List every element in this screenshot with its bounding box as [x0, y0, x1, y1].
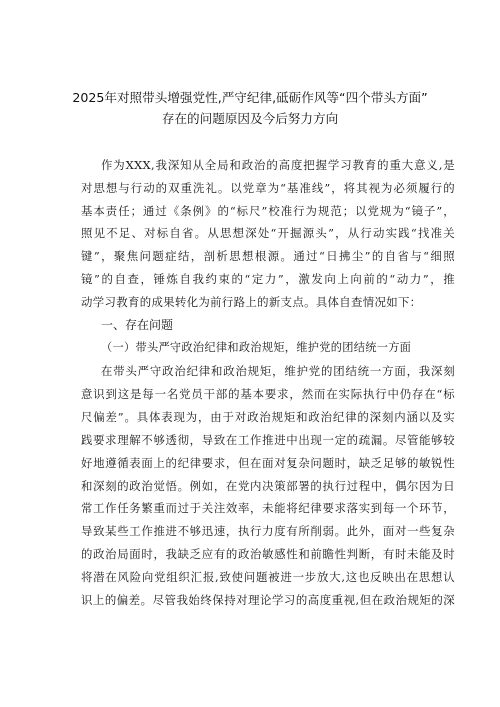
paragraph-line-3: 尺偏差”。具体表现为，由于对政治规矩和政治纪律的深刻内涵以及实	[81, 410, 455, 424]
intro-line-1: 作为XXX,我深知从全局和政治的高度把握学习教育的重大意义,是	[101, 158, 455, 172]
paragraph-line-10: 将潜在风险向党组织汇报,致使问题被进一步放大,这也反映出在思想认	[81, 570, 455, 584]
paragraph-line-5: 好地遵循表面上的纪律要求，但在面对复杂问题时，缺乏足够的敏锐性	[81, 456, 455, 470]
paragraph-line-9: 的政治局面时，我缺乏应有的政治敏感性和前瞻性判断，有时未能及时	[81, 547, 455, 561]
intro-line-3: 基本责任；通过《条例》的“标尺”校准行为规范；以党规为“镜子”，	[81, 204, 455, 218]
paragraph-line-8: 导致某些工作推进不够迅速，执行力度有所削弱。此外，面对一些复杂	[81, 524, 455, 538]
section-heading: 一、存在问题	[101, 318, 174, 332]
document-title-line-1: 2025年对照带头增强党性,严守纪律,砥砺作风等“四个带头方面”	[72, 90, 428, 105]
paragraph-line-6: 和深刻的政治觉悟。例如，在党内决策部署的执行过程中，偶尔因为日	[81, 479, 455, 493]
paragraph-line-11: 识上的偏差。尽管我始终保持对理论学习的高度重视,但在政治规矩的深	[81, 593, 455, 607]
intro-line-7: 动学习教育的成果转化为前行路上的新支点。具体自查情况如下：	[81, 295, 422, 309]
intro-line-5: 键”，聚焦问题症结，剖析思想根源。通过“日拂尘”的自省与“细照	[81, 249, 455, 263]
paragraph-line-1: 在带头严守政治纪律和政治规矩，维护党的团结统一方面，我深刻	[101, 364, 455, 378]
paragraph-line-4: 践要求理解不够透彻，导致在工作推进中出现一定的疏漏。尽管能够较	[81, 433, 455, 447]
subsection-heading: （一）带头严守政治纪律和政治规矩，维护党的团结统一方面	[101, 341, 412, 354]
document-title-line-2: 存在的问题原因及今后努力方向	[161, 111, 339, 126]
intro-line-2: 对思想与行动的双重洗礼。以党章为“基准线”，将其视为必须履行的	[81, 181, 455, 195]
intro-line-6: 镜”的自查，锤炼自我约束的“定力”，激发向上向前的“动力”，推	[81, 272, 455, 286]
paragraph-line-2: 意识到这是每一名党员干部的基本要求，然而在实际执行中仍存在“标	[81, 387, 455, 401]
intro-line-4: 照见不足、对标自省。从思想深处“开掘源头”，从行动实践“找准关	[81, 226, 455, 240]
paragraph-line-7: 常工作任务繁重而过于关注效率，未能将纪律要求落实到每一个环节，	[81, 501, 455, 515]
